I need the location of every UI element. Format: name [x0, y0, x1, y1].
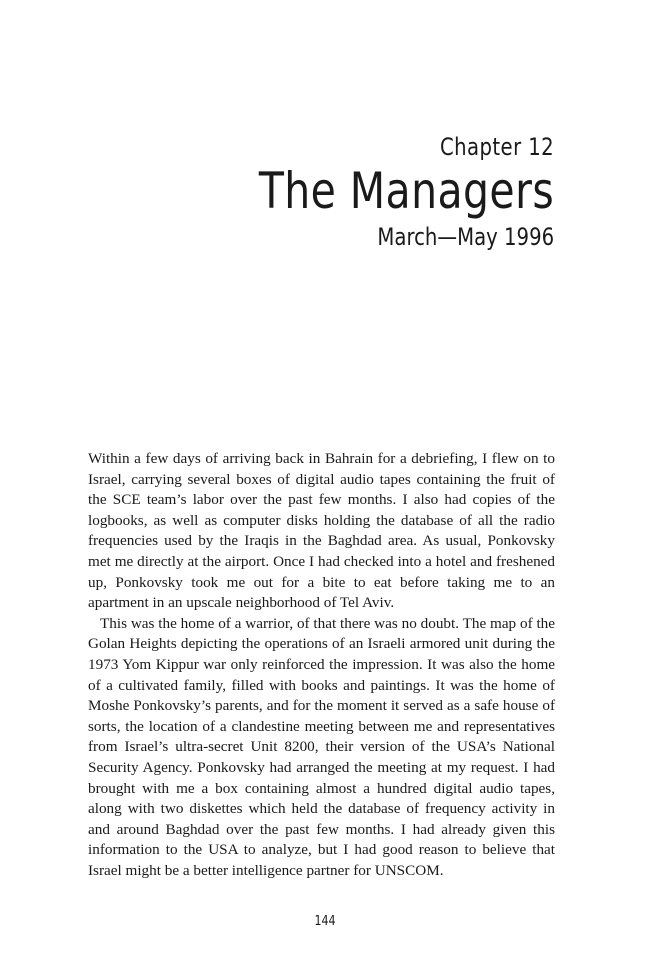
paragraph-1: Within a few days of arriving back in Bahrain for a debriefing, I flew on to Israel, carrying several boxes of digital audio tapes containing the fruit of the SCE team’s labor over the past few months. I also had copies of the logbooks, as well as computer disks holding the database of all the radio frequencies used by the Iraqis in the Baghdad area. As usual, Ponkovsky met me directly at the airport. Once I had checked into a hotel and freshened up, Ponkovsky took me out for a bite to eat before taking me to an apartment in an upscale neighborhood of Tel Aviv. — [88, 450, 555, 612]
chapter-header — [194, 132, 554, 252]
chapter-number: Chapter 12 — [439, 133, 554, 161]
chapter-title: The Managers — [258, 162, 554, 220]
page-number: 144 — [314, 914, 336, 929]
body-text — [88, 449, 555, 881]
chapter-dates: March—May 1996 — [377, 223, 554, 251]
paragraph-2: This was the home of a warrior, of that there was no doubt. The map of the Golan Heights depicting the operations of an Israeli armored unit during the 1973 Yom Kippur war only reinforced the impression. It was also the home of a cultivated family, filled with books and paintings. It was the home of Moshe Ponkovsky’s parents, and for the moment it served as a safe house of sorts, the location of a clandestine meeting between me and representatives from Israel’s ultra-secret Unit 8200, their version of the USA’s National Security Agency. Ponkovsky had arranged the meeting at my request. I had brought with me a box containing almost a hundred digital audio tapes, along with two diskettes which held the database of frequency activity in and around Baghdad over the past few months. I had already given this information to the USA to analyze, but I had good reason to believe that Israel might be a better intelligence partner for UNSCOM. — [88, 614, 555, 879]
